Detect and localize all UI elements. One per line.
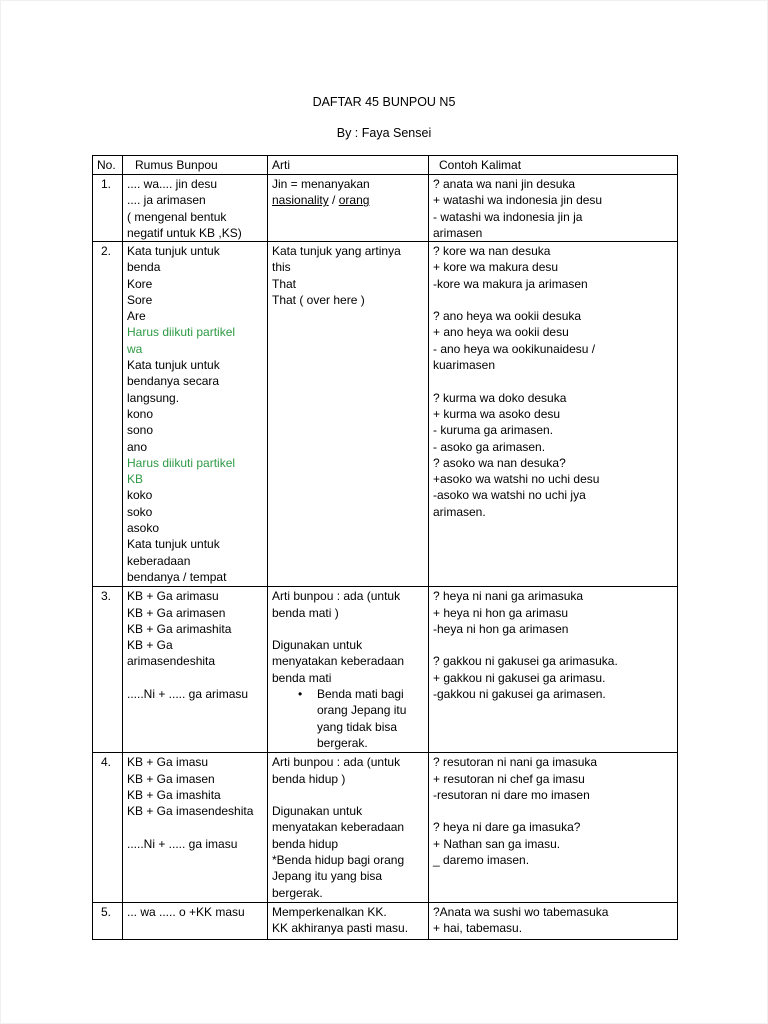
contoh-cell: ?Anata wa sushi wo tabemasuka + hai, tabemasu.	[429, 902, 678, 939]
arti-cell: Arti bunpou : ada (untuk benda hidup ) Digunakan untuk menyatakan keberadaan benda hidup *Benda hidup bagi orang Jepang itu yang bisa bergerak.	[268, 753, 429, 903]
table-row	[93, 242, 678, 587]
rumus-cell: ... wa ..... o +KK masu	[123, 902, 268, 939]
row-number: 2.	[93, 242, 123, 587]
contoh-cell: ? anata wa nani jin desuka + watashi wa indonesia jin desu - watashi wa indonesia jin ja arimasen	[429, 175, 678, 242]
row-number: 5.	[93, 902, 123, 939]
rumus-cell: KB + Ga arimasu KB + Ga arimasen KB + Ga arimashita KB + Ga arimasendeshita .....Ni + ..... ga arimasu	[123, 587, 268, 753]
rumus-cell: .... wa.... jin desu .... ja arimasen ( mengenal bentuk negatif untuk KB ,KS)	[123, 175, 268, 242]
document-title: DAFTAR 45 BUNPOU N5	[312, 95, 456, 109]
header-rumus: Rumus Bunpou	[123, 156, 268, 175]
table-row	[93, 902, 678, 939]
arti-cell: Memperkenalkan KK. KK akhiranya pasti masu.	[268, 902, 429, 939]
contoh-cell: ? heya ni nani ga arimasuka + heya ni hon ga arimasu -heya ni hon ga arimasen ? gakkou ni gakusei ga arimasuka. + gakkou ni gakusei ga arimasu. -gakkou ni gakusei ga arimasen.	[429, 587, 678, 753]
header-no: No.	[93, 156, 123, 175]
table-row	[93, 587, 678, 753]
header-arti: Arti	[268, 156, 429, 175]
arti-cell: Kata tunjuk yang artinya this That That ( over here )	[268, 242, 429, 587]
document-byline: By : Faya Sensei	[336, 126, 432, 140]
table-header-row	[93, 156, 678, 175]
row-number: 3.	[93, 587, 123, 753]
arti-cell: Jin = menanyakan nasionality / orang	[268, 175, 429, 242]
bunpou-table	[92, 155, 678, 940]
contoh-cell: ? resutoran ni nani ga imasuka + resutoran ni chef ga imasu -resutoran ni dare mo imasen ? heya ni dare ga imasuka? + Nathan san ga imasu. _ daremo imasen.	[429, 753, 678, 903]
arti-cell: Arti bunpou : ada (untuk benda mati ) Digunakan untuk menyatakan keberadaan benda mati • Benda mati bagi orang Jepang itu yang tidak bisa bergerak.	[268, 587, 429, 753]
row-number: 1.	[93, 175, 123, 242]
table-row	[93, 753, 678, 903]
table-row	[93, 175, 678, 242]
row-number: 4.	[93, 753, 123, 903]
rumus-cell: Kata tunjuk untuk benda Kore Sore Are Harus diikuti partikel wa Kata tunjuk untuk bendanya secara langsung. kono sono ano Harus diikuti partikel KB koko soko asoko Kata tunjuk untuk keberadaan bendanya / tempat	[123, 242, 268, 587]
rumus-cell: KB + Ga imasu KB + Ga imasen KB + Ga imashita KB + Ga imasendeshita .....Ni + ..... ga imasu	[123, 753, 268, 903]
header-contoh: Contoh Kalimat	[429, 156, 678, 175]
contoh-cell: ? kore wa nan desuka + kore wa makura desu -kore wa makura ja arimasen ? ano heya wa ookii desuka + ano heya wa ookii desu - ano heya wa ookikunaidesu / kuarimasen ? kurma wa doko desuka + kurma wa asoko desu - kuruma ga arimasen. - asoko ga arimasen. ? asoko wa nan desuka? +asoko wa watshi no uchi desu -asoko wa watshi no uchi jya arimasen.	[429, 242, 678, 587]
